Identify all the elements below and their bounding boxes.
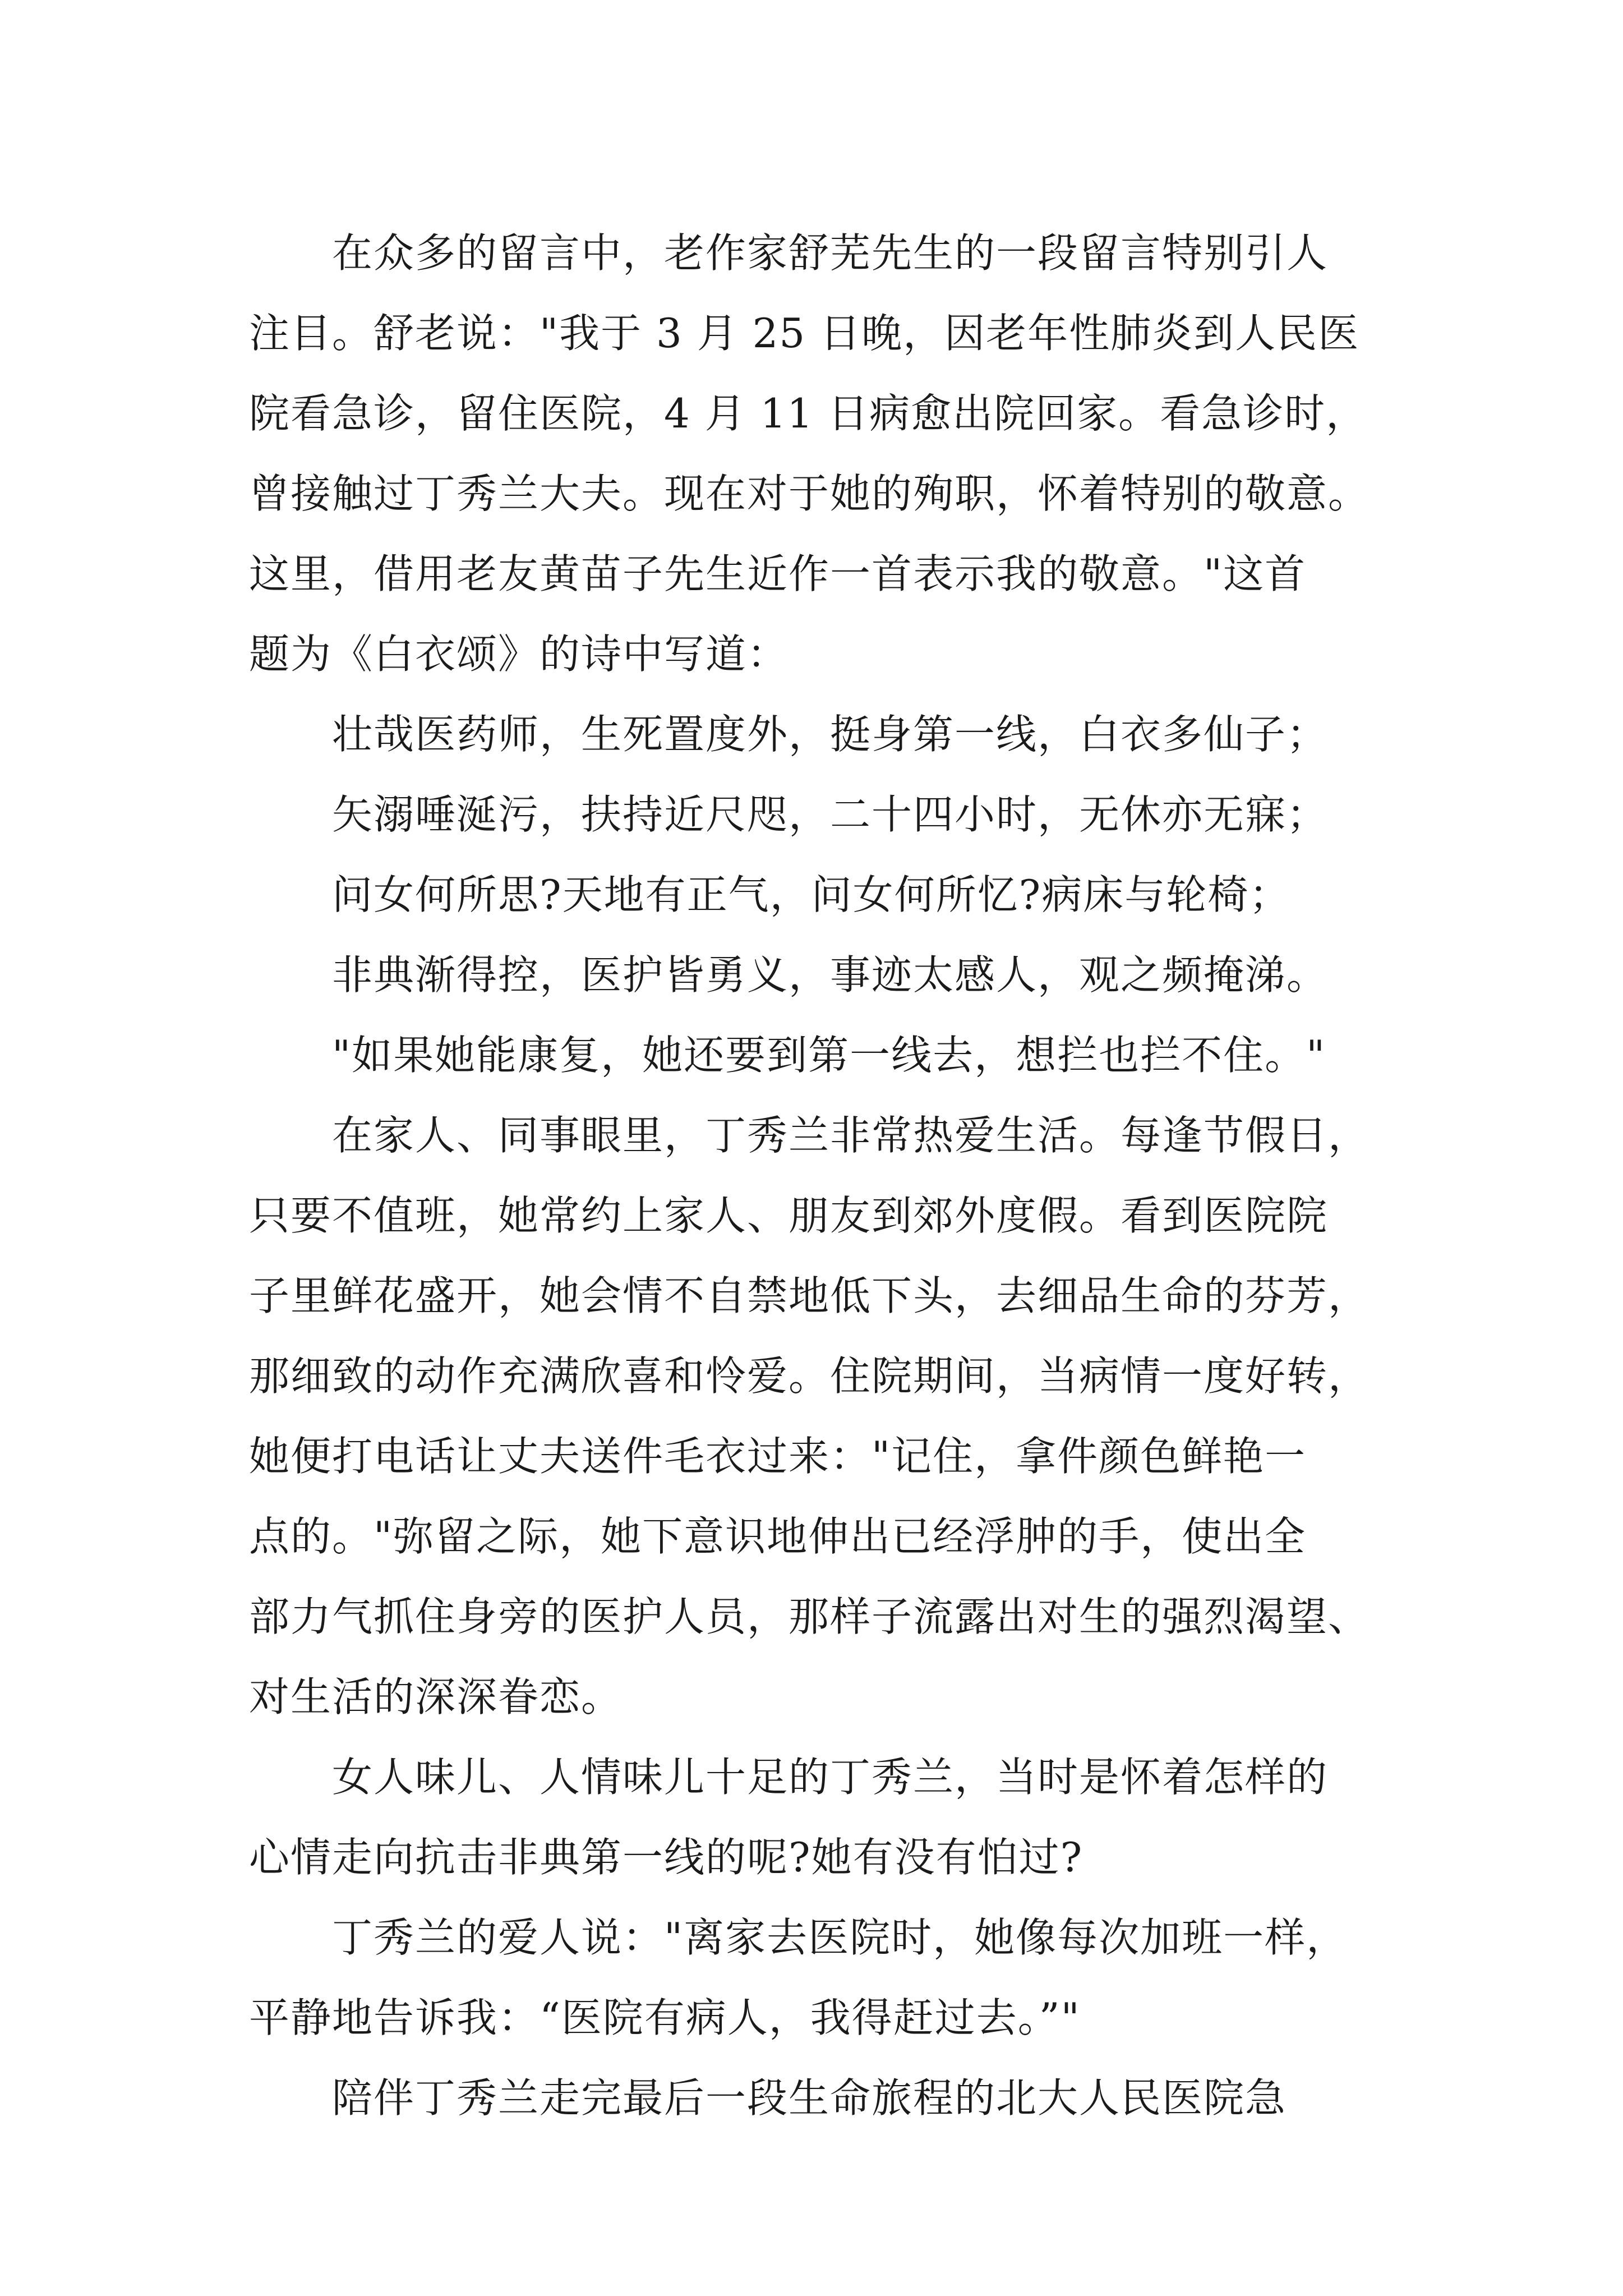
text-line: 陪伴丁秀兰走完最后一段生命旅程的北大人民医院急 [332, 2074, 1287, 2122]
text-line: 子里鲜花盛开，她会情不自禁地低下头，去细品生命的芬芳， [249, 1272, 1370, 1319]
text-line: 在众多的留言中，老作家舒芜先生的一段留言特别引人 [332, 229, 1329, 277]
text-line: 曾接触过丁秀兰大夫。现在对于她的殉职，怀着特别的敬意。 [249, 470, 1370, 517]
text-line: 部力气抓住身旁的医护人员，那样子流露出对生的强烈渴望、 [249, 1593, 1370, 1640]
text-line: 在家人、同事眼里，丁秀兰非常热爱生活。每逢节假日， [332, 1112, 1370, 1159]
text-line: 丁秀兰的爱人说："离家去医院时，她像每次加班一样， [332, 1914, 1348, 1961]
text-line: 题为《白衣颂》的诗中写道： [249, 631, 789, 678]
text-line: 心情走向抗击非典第一线的呢?她有没有怕过? [249, 1834, 1083, 1881]
text-line: 女人味儿、人情味儿十足的丁秀兰，当时是怀着怎样的 [332, 1754, 1329, 1801]
text-line: 只要不值班，她常约上家人、朋友到郊外度假。看到医院院 [249, 1192, 1329, 1239]
text-line: 这里，借用老友黄苗子先生近作一首表示我的敬意。"这首 [249, 550, 1307, 597]
text-line: "如果她能康复，她还要到第一线去，想拦也拦不住。" [332, 1032, 1326, 1079]
text-line: 她便打电话让丈夫送件毛衣过来："记住，拿件颜色鲜艳一 [249, 1433, 1307, 1480]
text-line: 问女何所思?天地有正气，问女何所忆?病床与轮椅； [332, 871, 1291, 918]
text-line: 对生活的深深眷恋。 [249, 1673, 623, 1720]
text-line: 院看急诊，留住医院，4 月 11 日病愈出院回家。看急诊时， [249, 390, 1368, 437]
text-line: 点的。"弥留之际，她下意识地伸出已经浮肿的手，使出全 [249, 1513, 1307, 1560]
text-line: 矢溺唾涎污，扶持近尺咫，二十四小时，无休亦无寐； [332, 791, 1329, 838]
text-line: 非典渐得控，医护皆勇义，事迹太感人，观之频掩涕。 [332, 951, 1329, 999]
text-line: 壮哉医药师，生死置度外，挺身第一线，白衣多仙子； [332, 711, 1329, 758]
text-line: 注目。舒老说："我于 3 月 25 日晚，因老年性肺炎到人民医 [249, 310, 1360, 357]
document-page [249, 213, 1382, 2138]
text-line: 那细致的动作充满欣喜和怜爱。住院期间，当病情一度好转， [249, 1352, 1370, 1400]
text-line: 平静地告诉我：“医院有病人，我得赶过去。”" [249, 1994, 1081, 2041]
